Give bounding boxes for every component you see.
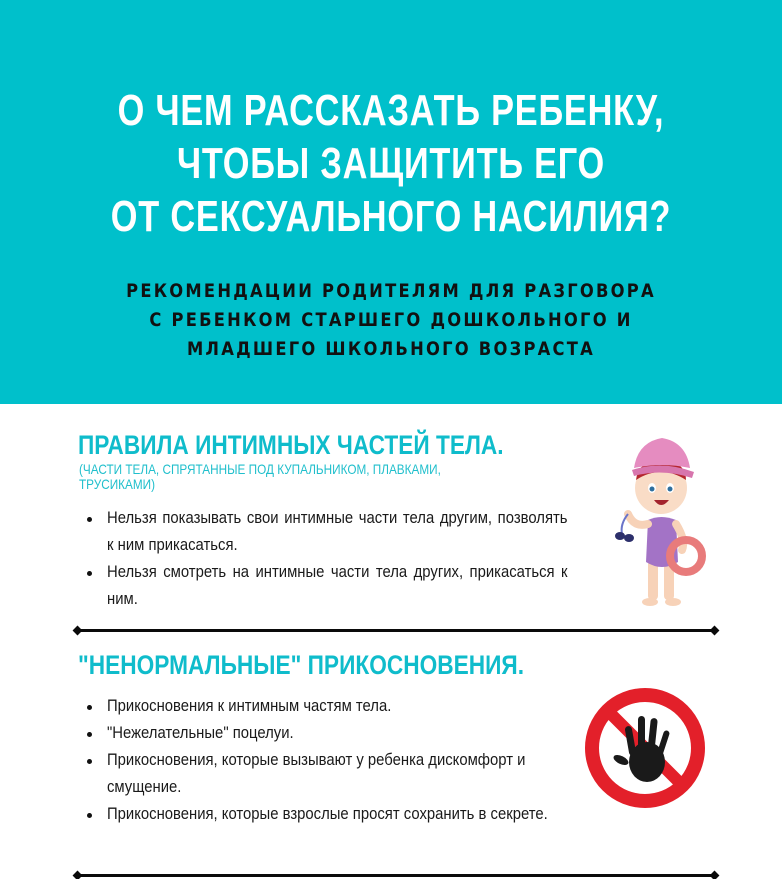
bullet-icon [87,759,92,764]
no-touch-hand-sign-icon [583,686,707,810]
section-heading-body-parts: ПРАВИЛА ИНТИМНЫХ ЧАСТЕЙ ТЕЛА. [78,430,504,460]
title-line: ОТ СЕКСУАЛЬНОГО НАСИЛИЯ? [110,192,672,241]
note-line: ТРУСИКАМИ) [79,476,156,492]
bullet-icon [87,705,92,710]
bullet-icon [87,732,92,737]
section-divider [77,874,715,877]
list-item: Прикосновения к интимным частям тела. [80,693,580,720]
title-line: ЧТОБЫ ЗАЩИТИТЬ ЕГО [176,139,606,188]
list-item: "Нежелательные" поцелуи. [80,720,580,747]
touches-list [80,693,580,828]
title-line: О ЧЕМ РАССКАЗАТЬ РЕБЕНКУ, [117,86,665,135]
bullet-icon [87,517,92,522]
rules-list [80,505,568,613]
list-item: Нельзя показывать свои интимные части тела другим, позволять к ним прикасаться. [80,505,568,559]
subtitle-line: С РЕБЕНКОМ СТАРШЕГО ДОШКОЛЬНОГО И [149,309,633,331]
note-line: (ЧАСТИ ТЕЛА, СПРЯТАННЫЕ ПОД КУПАЛЬНИКОМ, ПЛАВКАМИ, [79,461,441,477]
subtitle-line: МЛАДШЕГО ШКОЛЬНОГО ВОЗРАСТА [186,338,596,360]
bullet-icon [87,813,92,818]
section-divider [77,629,715,632]
bullet-icon [87,571,92,576]
section-heading-touches: "НЕНОРМАЛЬНЫЕ" ПРИКОСНОВЕНИЯ. [78,650,525,680]
list-item: Прикосновения, которые вызывают у ребенка дискомфорт и смущение. [80,747,580,801]
subtitle-line: РЕКОМЕНДАЦИИ РОДИТЕЛЯМ ДЛЯ РАЗГОВОРА [126,280,656,302]
list-item: Нельзя смотреть на интимные части тела других, прикасаться к ним. [80,559,568,613]
child-in-swimsuit-illustration [612,432,712,612]
section-note [79,462,549,492]
page-subtitle [55,277,728,364]
page-title [86,84,696,243]
header-banner [0,0,782,404]
list-item: Прикосновения, которые взрослые просят сохранить в секрете. [80,801,580,828]
